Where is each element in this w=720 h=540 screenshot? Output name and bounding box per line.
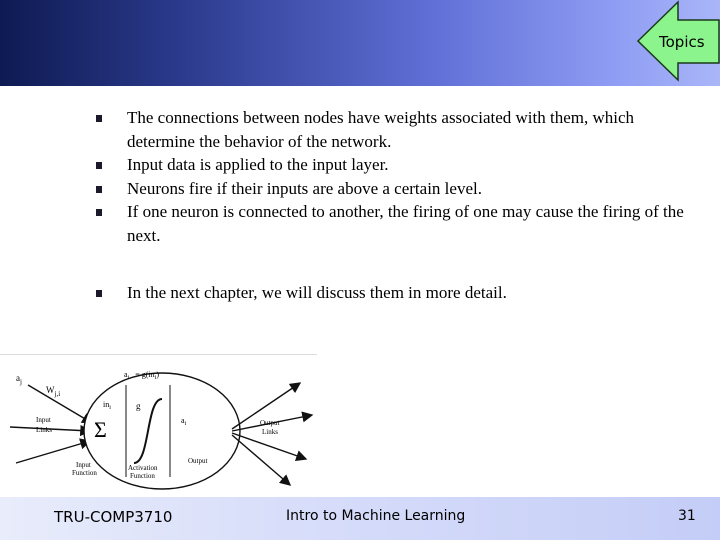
course-title: Intro to Machine Learning	[286, 508, 466, 524]
sigma-icon: Σ	[94, 417, 107, 442]
bullet-marker	[96, 186, 102, 193]
bullet-marker	[96, 115, 102, 122]
bullet-list	[96, 106, 706, 305]
aj-label: $a_j$	[16, 373, 22, 386]
topics-label: Topics	[659, 33, 705, 51]
neuron-diagram	[0, 354, 317, 503]
page-number: 31	[678, 508, 696, 524]
output-arrow	[232, 433, 306, 459]
input-function-label: Input Function	[72, 461, 97, 477]
bullet-marker	[96, 162, 102, 169]
bullet-marker	[96, 209, 102, 216]
activation-formula: $a_i = g(in_i)$	[124, 370, 159, 381]
course-code: TRU-COMP3710	[54, 508, 173, 526]
input-arrow	[16, 441, 90, 463]
list-item: In the next chapter, we will discuss them in more detail.	[96, 281, 706, 305]
list-item: If one neuron is connected to another, the firing of one may cause the firing of the next.	[96, 200, 706, 247]
topics-nav-button[interactable]	[637, 0, 720, 82]
neuron-body	[84, 373, 240, 489]
output-label: Output	[188, 457, 208, 465]
list-item: Neurons fire if their inputs are above a certain level.	[96, 177, 706, 201]
bullet-marker	[96, 290, 102, 297]
in-label: $in_i$	[103, 400, 111, 411]
activation-function-label: Activation Function	[128, 464, 158, 480]
output-links-label: Output Links	[260, 419, 280, 436]
list-item: The connections between nodes have weights associated with them, which determine the behavior of the network.	[96, 106, 706, 153]
input-links-label: Input Links	[36, 416, 52, 434]
neuron-diagram-svg	[0, 355, 317, 503]
list-item: Input data is applied to the input layer.	[96, 153, 706, 177]
g-label: g	[136, 401, 141, 411]
weight-label: $W_{j,i}$	[46, 385, 61, 398]
output-a-label: $a_i$	[181, 416, 187, 427]
header-band	[0, 0, 720, 86]
